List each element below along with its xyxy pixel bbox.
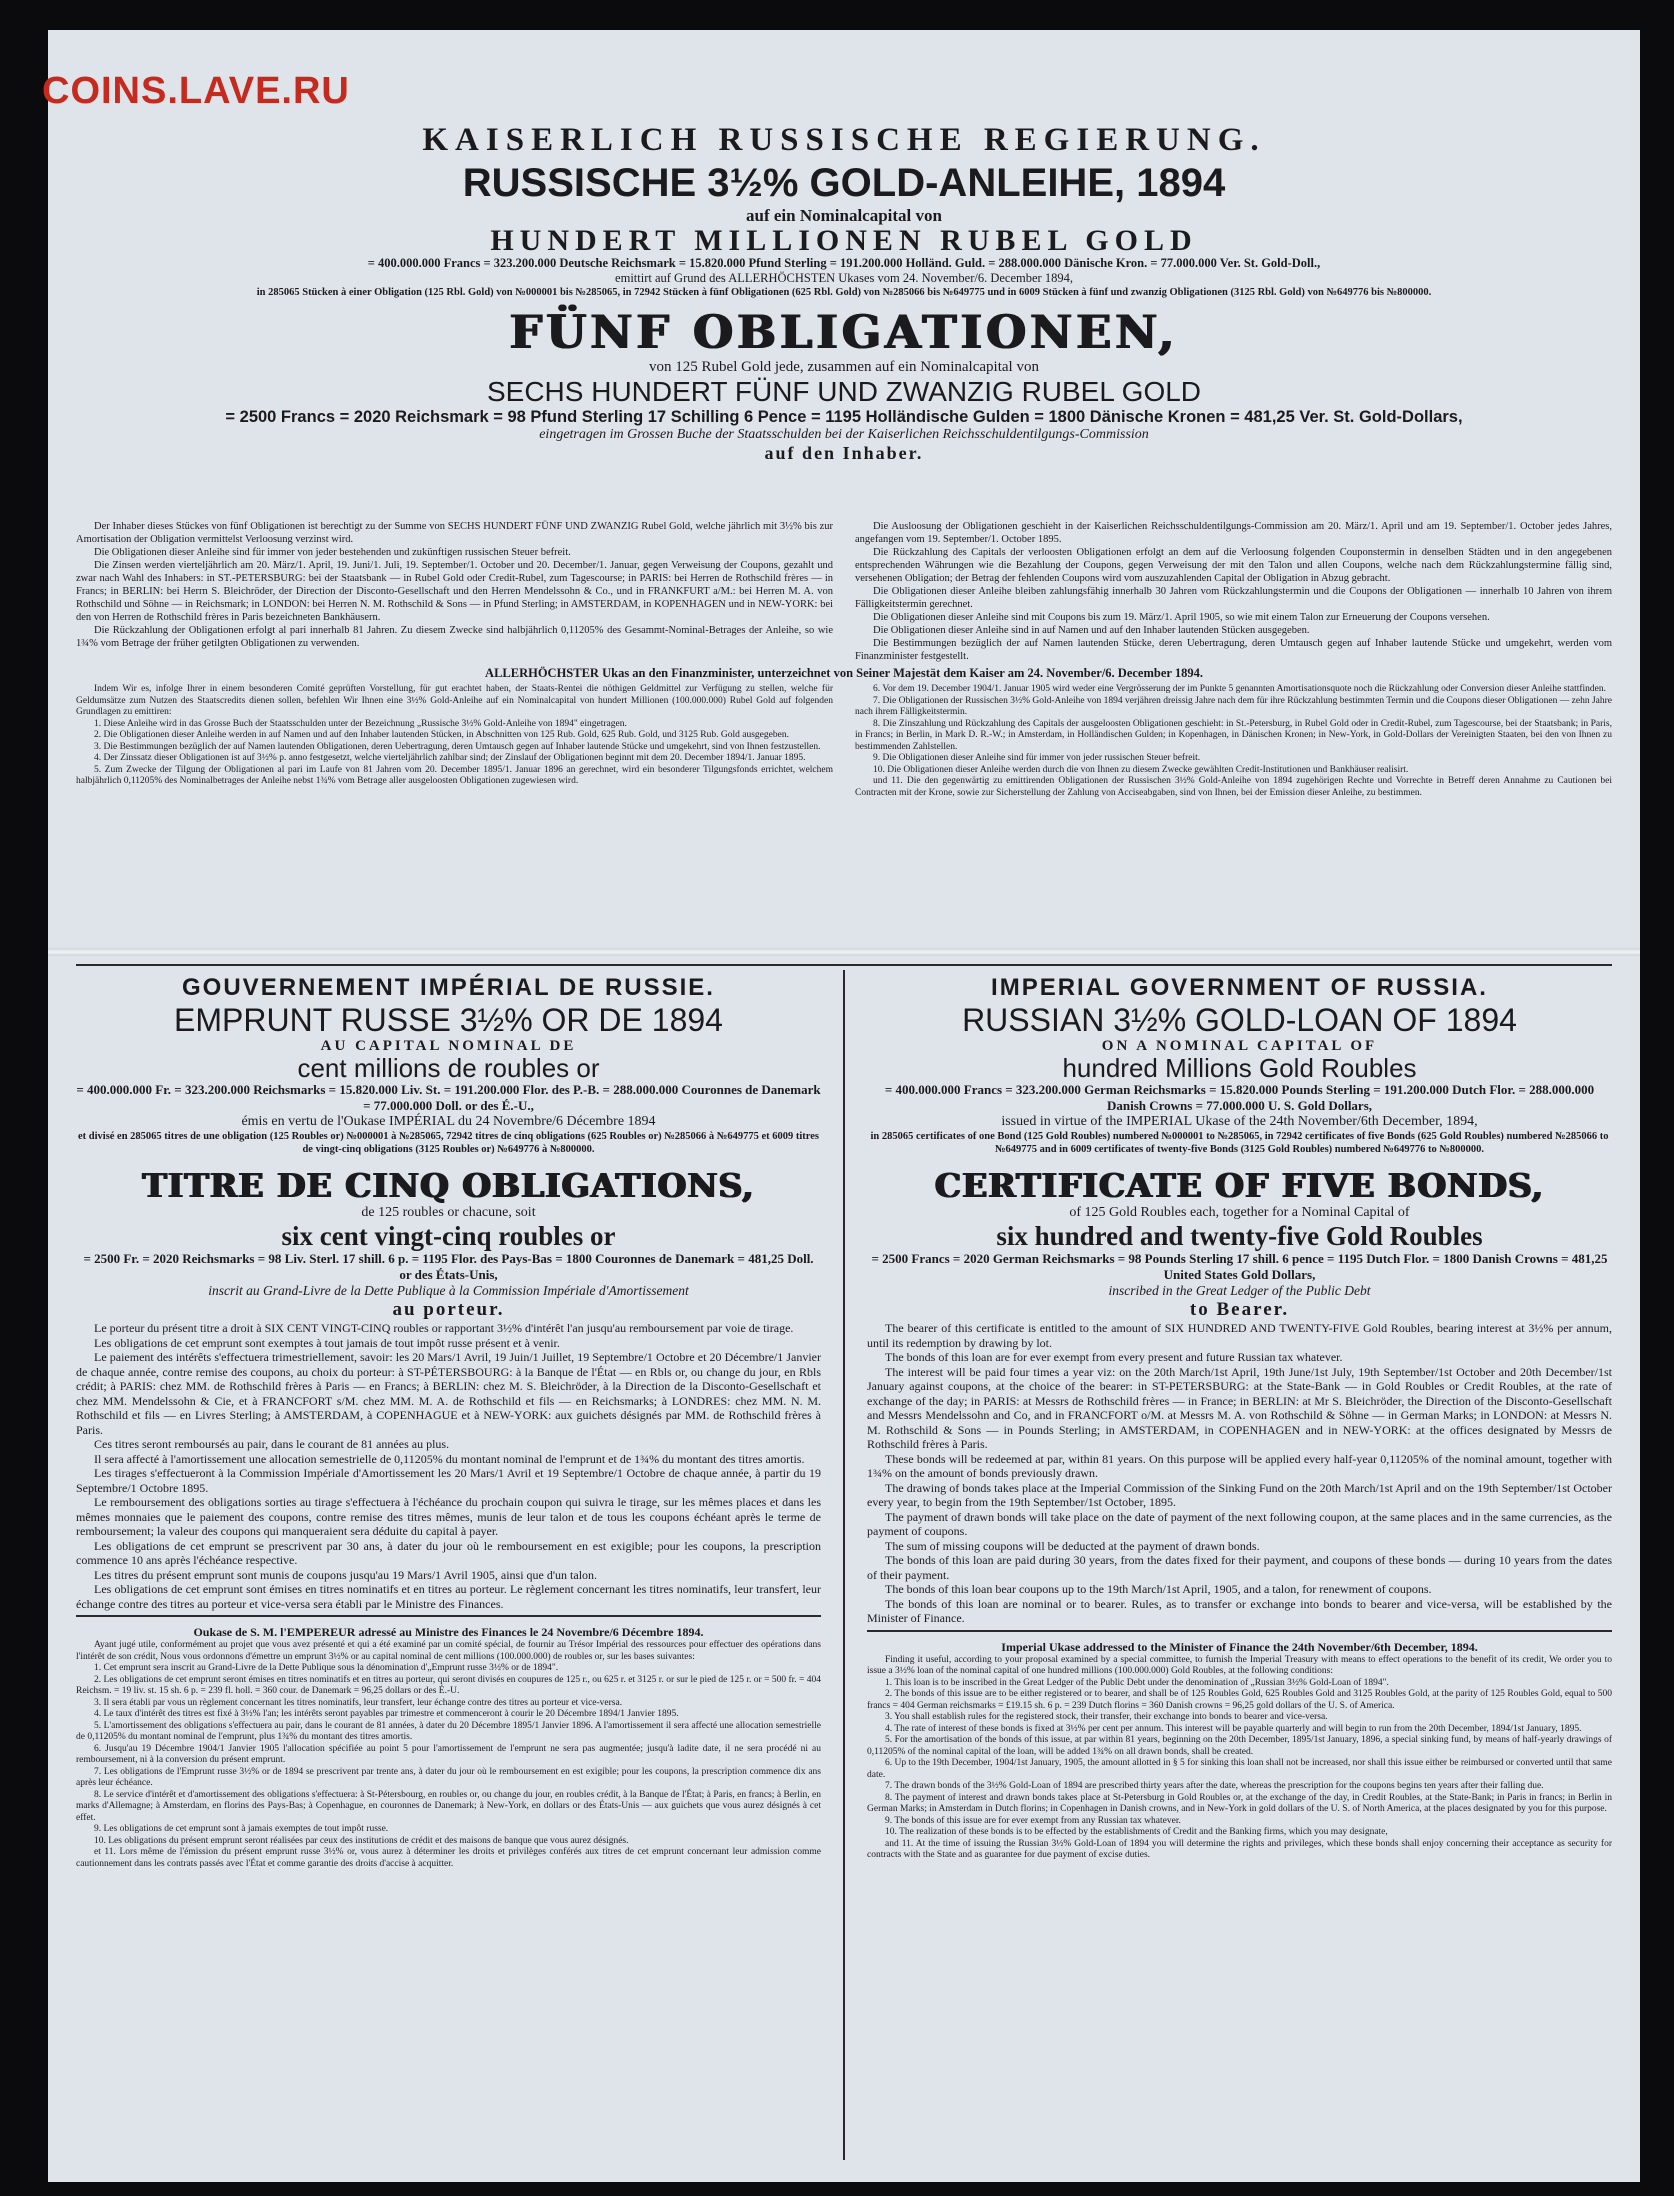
german-term: Die Obligationen dieser Anleihe sind mit Coupons bis zum 19. März/1. April 1905, so wie mit einem Talon zur Erneuerung der Coupons versehen.	[873, 612, 1490, 623]
french-ukase-line: émis en vertu de l'Oukase IMPÉRIAL du 24 Novembre/6 Décembre 1894	[241, 1114, 656, 1129]
french-divider	[76, 1615, 821, 1617]
paper-fold	[48, 948, 1640, 956]
german-ukase-clause: 7. Die Obligationen der Russischen 3½% Gold-Anleihe von 1894 verjähren dreissig Jahre nach dem für ihre Rückzahlung bestimmten Termin und die Coupons dieser Obligationen — zehn Jahre nach ihrem Fälligkeitstermin.	[855, 695, 1612, 717]
english-ukase-clause: and 11. At the time of issuing the Russian 3½% Gold-Loan of 1894 you will determine the rights and privileges, which these bonds shall enjoy concerning their acceptance as security for contracts with the State and as guarantee for due payment of excise duties.	[867, 1838, 1612, 1860]
french-column	[76, 970, 821, 2160]
french-capital-amount: cent millions de roubles or	[297, 1053, 600, 1083]
english-nominal-amount: six hundred and twenty-five Gold Roubles	[996, 1221, 1483, 1251]
german-terms-section	[76, 520, 1612, 930]
french-ukase-clause: 9. Les obligations de cet emprunt sont à jamais exemptes de tout impôt russe.	[94, 1824, 389, 1834]
english-capital-intro: ON A NOMINAL CAPITAL OF	[1101, 1038, 1378, 1054]
column-divider	[843, 970, 845, 2160]
german-term: Die Rückzahlung des Capitals der verloosten Obligationen erfolgt an dem auf die Verloosung folgenden Couponstermin in denselben Städten und in den angegebenen entsprechenden Währungen wie die Bezahlung der Coupons, gegen Verweisung der mit den Talon und allen Coupons, welche nach dem Rückzahlungstermine fällig sind, versehenen Obligation; der Betrag der fehlenden Coupons wird vom auszuzahlenden Capital der Obligation in Abzug gebracht.	[855, 547, 1612, 584]
english-term: The payment of drawn bonds will take place on the date of payment of the next following coupon, at the same places and in the same currencies, as the payment of coupons.	[867, 1509, 1612, 1538]
french-ukase-clause: 4. Le taux d'intérêt des titres est fixé à 3½% l'an; les intérêts seront payables par trimestre et commenceront à courir le 20 Décembre 1894/1 Janvier 1895.	[94, 1709, 679, 1719]
french-denominations: et divisé en 285065 titres de une obligation (125 Roubles or) №000001 à №285065, 72942 titres de cinq obligations (625 Roubles or) №285066 à №649775 et 6009 titres de vingt-cinq obligations (3125 Roubles or) №649776 à №800000.	[77, 1131, 820, 1155]
english-term: The bonds of this loan bear coupons up to the 19th March/1st April, 1905, and a talon, for renewment of coupons.	[885, 1582, 1432, 1596]
french-ukase-clause: 2. Les obligations de cet emprunt seront émises en titres nominatifs et en titres au porteur, qui seront divisés en coupures de 125 r., ou 625 r. et 3125 r. or sur le pied de 125 r. or = 500 fr. = 404 Reichsm. = 19 liv. st. 15 sh. 6 p. = 239 fl. holl. = 360 cour. de Danemark = 96,25 dollars or des É.-U.	[76, 1674, 821, 1696]
french-currency-equivalents: = 400.000.000 Fr. = 323.200.000 Reichsmarks = 15.820.000 Liv. St. = 191.200.000 Flor. des P.-B. = 288.000.000 Couronnes de Danemark = 77.000.000 Doll. or des É.-U.,	[76, 1082, 821, 1113]
english-capital-amount: hundred Millions Gold Roubles	[1062, 1053, 1417, 1083]
german-ukase-clause: 5. Zum Zwecke der Tilgung der Obligationen al pari im Laufe von 81 Jahren vom 20. December 1895/1. Januar 1896 an gerechnet, wird ein besonderer Tilgungsfonds errichtet, welchem halbjährlich 0,11205% des Nominalbetrages der Anleihe nebst 1¾% vom Betrage aller ausgeloosten Obligationen zugewiesen wird.	[76, 764, 833, 786]
french-loan-title: EMPRUNT RUSSE 3½% OR DE 1894	[174, 1002, 723, 1038]
french-capital-intro: AU CAPITAL NOMINAL DE	[320, 1038, 577, 1054]
french-term: Les tirages s'effectueront à la Commission Impériale d'Amortissement les 20 Mars/1 Avril et 19 Septembre/1 Octobre de chaque année, à partir du 19 Septembre/1 Octobre 1895.	[76, 1466, 821, 1495]
french-term: Les obligations de cet emprunt se prescrivent par 30 ans, à dater du jour où le remboursement en est exigible; pour les coupons, la prescription commence 10 ans après l'échéance respective.	[76, 1538, 821, 1567]
french-bearer-line: au porteur.	[392, 1299, 505, 1320]
french-term: Ces titres seront remboursés au pair, dans le courant de 81 années au plus.	[94, 1437, 450, 1451]
french-ukase-clause: et 11. Lors même de l'émission du présent emprunt russe 3½% or, vous aurez à déterminer les droits et privilèges conférés aux titres de cet emprunt concernant leur admission comme cautionnement dans les contrats passés avec l'État et comme garantie des droits d'accise à acquitter.	[76, 1847, 821, 1869]
french-ukase-clause: Ayant jugé utile, conformément au projet que vous avez présenté et qui a été examiné par un comité spécial, de fournir au Trésor Impérial des ressources pour effectuer des opérations dans l'intérêt de son crédit, Nous vous ordonnons d'émettre un emprunt 3½% or au capital nominal de cent millions (100.000.000) de roubles or, sur les bases suivantes:	[76, 1640, 821, 1662]
bond-title: FÜNF OBLIGATIONEN,	[509, 305, 1179, 359]
bond-nominal-amount: SECHS HUNDERT FÜNF UND ZWANZIG RUBEL GOLD	[486, 376, 1202, 407]
english-term: The bonds of this loan are for ever exempt from every present and future Russian tax whatever.	[885, 1350, 1343, 1364]
english-loan-title: RUSSIAN 3½% GOLD-LOAN OF 1894	[962, 1002, 1517, 1038]
german-terms-right	[855, 520, 1612, 663]
bilingual-section	[76, 960, 1612, 2170]
header-ukase-line: emittirt auf Grund des ALLERHÖCHSTEN Ukases vom 24. November/6. December 1894,	[615, 271, 1073, 285]
german-ukase-clause: und 11. Die den gegenwärtig zu emittirenden Obligationen der Russischen 3½% Gold-Anleihe von 1894 zugehörigen Rechte und Vorrechte in Betreff deren Annahme zu Cautionen bei Contracten mit der Krone, sowie zur Sicherstellung der Zahlung von Acciseabgaben, sind von Ihnen, bei der Emission dieser Anleihe, zu bestimmen.	[855, 776, 1612, 798]
english-government: IMPERIAL GOVERNMENT OF RUSSIA.	[991, 974, 1488, 1001]
german-term: Die Obligationen dieser Anleihe sind in auf Namen und auf den Inhaber lautenden Stücken ausgegeben.	[873, 625, 1310, 636]
bond-bearer-line: auf den Inhaber.	[764, 443, 924, 463]
english-denominations: in 285065 certificates of one Bond (125 Gold Roubles) numbered №000001 to №285065, in 72942 certificates of five Bonds (625 Gold Roubles) numbered №285066 to №649775 and in 6009 certificates of twenty-five Bonds (3125 Gold Roubles) numbered №649776 to №800000.	[870, 1131, 1609, 1155]
german-ukase-clause: 6. Vor dem 19. December 1904/1. Januar 1905 wird weder eine Vergrösserung der im Punkte 5 genannten Amortisationsquote noch die Rückzahlung oder Conversion dieser Anleihe stattfinden.	[873, 684, 1607, 694]
french-ukase-clause: 8. Le service d'intérêt et d'amortissement des obligations s'effectuera: à St-Pétersbourg, en roubles or, ou change du jour, en roubles crédit, à la Banque de l'État; à Paris, en francs; à Berlin, en marks d'Allemagne; à Amsterdam, en florins des Pays-Bas; à Copenhague, en couronnes de Danemark; à New-York, en dollars or des États-Unis — aux guichets que vous aurez désignés à cet effet.	[76, 1789, 821, 1823]
english-term: The bonds of this loan are paid during 30 years, from the dates fixed for their payment, and coupons of these bonds — during 10 years from the dates of their payment.	[867, 1553, 1612, 1582]
french-government: GOUVERNEMENT IMPÉRIAL DE RUSSIE.	[182, 974, 715, 1001]
english-term: The bonds of this loan are nominal or to bearer. Rules, as to transfer or exchange into bonds to bearer and vice-versa, will be established by the Minister of Finance.	[867, 1596, 1612, 1625]
english-ukase-title: Imperial Ukase addressed to the Minister of Finance the 24th November/6th December, 1894.	[1001, 1639, 1478, 1654]
german-terms-left	[76, 520, 833, 663]
english-ledger-line: inscribed in the Great Ledger of the Public Debt	[1108, 1283, 1371, 1298]
english-ukase	[867, 1655, 1612, 1862]
german-term: Die Zinsen werden vierteljährlich am 20. März/1. April, 19. Juni/1. Juli, 19. September/1. October und 20. December/1. Januar, gegen Verweisung der Coupons, gezahlt und zwar nach Wahl des Inhabers: in ST.-PETERSBURG: bei der Staatsbank — in Rubel Gold oder Credit-Rubel, zum Tagescourse; in PARIS: bei Herren de Rothschild frères — in Francs; in BERLIN: bei Herrn S. Bleichröder, der Direction der Disconto-Gesellschaft und den Herren Mendelssohn & Co., und in FRANKFURT a/M.: bei Herren M. A. von Rothschild und Söhne — in Reichsmark; in LONDON: bei Herren N. M. Rothschild & Sons — in Pfund Sterling; in AMSTERDAM, in KOPENHAGEN und in NEW-YORK: bei den von Herren de Rothschild frères in Paris bezeichneten Bankhäusern.	[76, 560, 833, 623]
french-term: Il sera affecté à l'amortissement une allocation semestrielle de 0,11205% du montant nominal de l'emprunt et de 1¾% du montant des titres amortis.	[94, 1451, 805, 1466]
french-term: Le paiement des intérêts s'effectuera trimestriellement, savoir: les 20 Mars/1 Avril, 19 Juin/1 Juillet, 19 Septembre/1 Octobre et 20 Décembre/1 Janvier de chaque année, contre remise des coupons, au choix du porteur: à ST-PÉTERSBOURG: à la Banque de l'État — en Rbls or, ou change du jour, en Rbls crédit; à PARIS: chez MM. de Rothschild frères à Paris — en Francs; à BERLIN: chez M. S. Bleichröder, à la Direction de la Disconto-Gesellschaft et chez MM. Mendelssohn & Cie, et à FRANCFORT s/M. chez MM. M. A. de Rothschild et fils — en Reichsmarks; à LONDRES: chez MM. N. M. Rothschild et fils — en Livres Sterling; à AMSTERDAM, à COPENHAGUE et à NEW-YORK: aux guichets désignés par MM. de Rothschild frères à Paris.	[76, 1350, 821, 1437]
french-term: Le remboursement des obligations sorties au tirage s'effectuera à l'échéance du prochain coupon qui suivra le tirage, sur les mêmes places et dans les mêmes monnaies que le paiement des coupons, contre remise des titres mêmes, munis de leur talon et de tous les coupons échéant après le terme de remboursement; la valeur des coupons qui manqueraient sera déduite du capital à payer.	[76, 1495, 821, 1538]
english-term: These bonds will be redeemed at par, within 81 years. On this purpose will be applied every half-year 0,11205% of the nominal amount, together with 1¾% on the amount of bonds previously drawn.	[867, 1451, 1612, 1480]
french-ledger-line: inscrit au Grand-Livre de la Dette Publique à la Commission Impériale d'Amortissement	[208, 1283, 689, 1298]
english-term: The bearer of this certificate is entitled to the amount of SIX HUNDRED AND TWENTY-FIVE Gold Roubles, bearing interest at 3½% per annum, until its redemption by drawing by lot.	[867, 1321, 1612, 1350]
german-ukase-clause: 3. Die Bestimmungen bezüglich der auf Namen lautenden Obligationen, deren Uebertragung, deren Umtausch gegen auf Inhaber lautende Stücke und umgekehrt, sind von Ihnen festzustellen.	[94, 741, 821, 752]
german-ukase-clause: 8. Die Zinszahlung und Rückzahlung des Capitals der ausgeloosten Obligationen geschieht: in St.-Petersburg, in Rubel Gold oder in Credit-Rubel, zum Tagescourse, bei der Staatsbank; in Paris, in Francs; in Berlin, in Mark D. R.-W.; in Amsterdam, in Holländischen Gulden; in Kopenhagen, in Dänischen Kronen; in New-York, in Gold-Dollars der Vereinigten Staaten, bei den von Ihnen zu bestimmenden Zahlstellen.	[855, 718, 1612, 752]
english-ukase-clause: 10. The realization of these bonds is to be effected by the establishments of Credit and the Banking firms, which you may designate,	[885, 1827, 1388, 1837]
french-nominal-intro: de 125 roubles or chacune, soit	[361, 1205, 536, 1220]
english-ukase-clause: 2. The bonds of this issue are to be either registered or to bearer, and shall be of 125 Roubles Gold, 625 Roubles Gold and 3125 Roubles Gold, at the parity of 125 Roubles Gold, equal to 500 francs = 404 German reichsmarks = £19.15 sh. 6 p. = 239 Dutch florins = 360 Danish crowns = 96,25 gold dollars of the U. S. of America.	[867, 1689, 1612, 1711]
german-term: Die Bestimmungen bezüglich der auf Namen lautenden Stücke, deren Uebertragung, deren Umtausch gegen auf Inhaber lautende Stücke und umgekehrt, werden vom Finanzminister festgestellt.	[855, 638, 1612, 662]
french-ukase-clause: 7. Les obligations de l'Emprunt russe 3½% or de 1894 se prescrivent par trente ans, à dater du jour où le remboursement en est exigible; pour les coupons, la prescription commence dix ans après leur échéance.	[76, 1766, 821, 1788]
english-term: The sum of missing coupons will be deducted at the payment of drawn bonds.	[885, 1538, 1260, 1553]
german-ukase-left	[76, 684, 833, 799]
french-ukase-clause: 5. L'amortissement des obligations s'effectuera au pair, dans le courant de 81 années, à dater du 20 Décembre 1895/1 Janvier 1896. A l'amortissement il sera affecté une allocation semestrielle de 0,11205% du montant nominal de l'emprunt, plus 1¾% du montant des titres amortis.	[76, 1720, 821, 1742]
bond-ledger-line: eingetragen im Grossen Buche der Staatsschulden bei der Kaiserlichen Reichsschuldentilgungs-Commission	[539, 427, 1149, 442]
english-ukase-clause: 8. The payment of interest and drawn bonds takes place at St-Petersburg in Gold Roubles or, at the exchange of the day, in Credit Roubles, at the State-Bank; in Paris in francs; in Berlin in German Marks; in Amsterdam in Dutch florins; in Copenhagen in Danish crowns, and in New-York in gold dollars of the U. S. of North America, at the places designated by you for this purpose.	[867, 1792, 1612, 1814]
german-term: Die Obligationen dieser Anleihe bleiben zahlungsfähig innerhalb 30 Jahren vom Rückzahlungstermin und die Coupons der Obligationen — innerhalb 10 Jahren von ihrem Fälligkeitstermin gerechnet.	[855, 586, 1612, 610]
french-bond-title: TITRE DE CINQ OBLIGATIONS,	[142, 1166, 755, 1205]
english-bond-title: CERTIFICATE OF FIVE BONDS,	[934, 1166, 1545, 1205]
french-ukase-clause: 6. Jusqu'au 19 Décembre 1904/1 Janvier 1905 l'allocation spécifiée au point 5 pour l'amortissement de l'emprunt ne sera pas augmentée; jusqu'à ladite date, il ne sera procédé ni au remboursement, ni à la conversion du présent emprunt.	[76, 1743, 821, 1765]
header-capital-amount: HUNDERT MILLIONEN RUBEL GOLD	[490, 224, 1198, 257]
german-ukase-clause: 10. Die Obligationen dieser Anleihe werden durch die von Ihnen zu diesem Zwecke gewählten Credit-Institutionen und Bankhäuser realisirt.	[873, 764, 1409, 775]
english-term: The drawing of bonds takes place at the Imperial Commission of the Sinking Fund on the 20th March/1st April and on the 19th September/1st October every year, to begin from the 19th September/1st October, 1895.	[867, 1480, 1612, 1509]
german-term: Die Ausloosung der Obligationen geschieht in der Kaiserlichen Reichsschuldentilgungs-Commission am 20. März/1. April und am 19. September/1. October jedes Jahres, angefangen vom 19. September/1. October 1895.	[855, 521, 1612, 545]
english-ukase-clause: 3. You shall establish rules for the registered stock, their transfer, their exchange into bonds to bearer and vice-versa.	[885, 1712, 1328, 1722]
german-term: Die Rückzahlung der Obligationen erfolgt al pari innerhalb 81 Jahren. Zu diesem Zwecke sind halbjährlich 0,11205% des Gesammt-Nominal-Betrages der Anleihe, so wie 1¾% vom Betrage der früher getilgten Obligationen zu verwenden.	[76, 625, 833, 649]
german-ukase-title: ALLERHÖCHSTER Ukas an den Finanzminister, unterzeichnet von Seiner Majestät dem Kaiser am 24. November/6. December 1894.	[485, 666, 1203, 680]
english-ukase-clause: 4. The rate of interest of these bonds is fixed at 3½% per cent per annum. This interest will be payable quarterly and will begin to run from the 20th December, 1894/1st January, 1895.	[885, 1723, 1582, 1734]
german-ukase-clause: 2. Die Obligationen dieser Anleihe werden in auf Namen und auf den Inhaber lautenden Stücken, in Abschnitten von 125 Rub. Gold, 625 Rub. Gold, und 3125 Rub. Gold ausgegeben.	[94, 730, 789, 740]
french-term: Les titres du présent emprunt sont munis de coupons jusqu'au 19 Mars/1 Avril 1905, ainsi que d'un talon.	[94, 1567, 598, 1582]
english-currency-equivalents: = 400.000.000 Francs = 323.200.000 German Reichsmarks = 15.820.000 Pounds Sterling = 191.200.000 Dutch Flor. = 288.000.000 Danish Crowns = 77.000.000 U. S. Gold Dollars,	[884, 1082, 1595, 1113]
german-ukase-clause: 4. Der Zinssatz dieser Obligationen ist auf 3½% p. anno festgesetzt, welche vierteljährlich zahlbar sind; der Zinslauf der Obligationen beginnt mit dem 20. December 1894/1. Januar 1895.	[94, 753, 806, 763]
english-ukase-clause: Finding it useful, according to your proposal examined by a special committee, to furnish the Imperial Treasury with means to effect operations to the benefit of its credit, We order you to issue a 3½% loan of the nominal capital of one hundred millions (100.000.000) Gold Roubles, at the following conditions:	[867, 1654, 1612, 1676]
french-currency-total: = 2500 Fr. = 2020 Reichsmarks = 98 Liv. Sterl. 17 shill. 6 p. = 1195 Flor. des Pays-Bas = 1800 Couronnes de Danemark = 481,25 Doll. or des États-Unis,	[83, 1251, 814, 1282]
header-denominations: in 285065 Stücken à einer Obligation (125 Rbl. Gold) von №000001 bis №285065, in 72942 Stücken à fünf Obligationen (625 Rbl. Gold) von №285066 bis №649775 und in 6009 Stücken à fünf und zwanzig Obligationen (3125 Rbl. Gold) von №649776 bis №800000.	[256, 287, 1432, 298]
english-ukase-clause: 1. This loan is to be inscribed in the Great Ledger of the Public Debt under the denomination of „Russian 3½% Gold-Loan of 1894".	[885, 1677, 1389, 1688]
english-ukase-clause: 9. The bonds of this issue are for ever exempt from any Russian tax whatever.	[885, 1815, 1181, 1826]
bond-currency-equivalents: = 2500 Francs = 2020 Reichsmark = 98 Pfund Sterling 17 Schilling 6 Pence = 1195 Holländische Gulden = 1800 Dänische Kronen = 481,25 Ver. St. Gold-Dollars,	[225, 408, 1463, 426]
english-currency-total: = 2500 Francs = 2020 German Reichsmarks = 98 Pounds Sterling 17 shill. 6 pence = 1195 Dutch Flor. = 1800 Danish Crowns = 481,25 United States Gold Dollars,	[871, 1251, 1608, 1282]
german-term: Der Inhaber dieses Stückes von fünf Obligationen ist berechtigt zu der Summe von SECHS HUNDERT FÜNF UND ZWANZIG Rubel Gold, welche jährlich mit 3½% bis zur Amortisation der Obligation vermittelst Verloosung verzinst wird.	[76, 521, 833, 545]
english-ukase-clause: 6. Up to the 19th December, 1904/1st January, 1905, the amount allotted in § 5 for sinking this loan shall not be increased, nor shall this issue either be reimbursed or converted until that same date.	[867, 1758, 1612, 1780]
bond-document	[48, 30, 1640, 2182]
french-nominal-amount: six cent vingt-cinq roubles or	[281, 1221, 616, 1251]
english-bearer-line: to Bearer.	[1189, 1299, 1290, 1320]
header-capital-intro: auf ein Nominalcapital von	[746, 206, 942, 225]
french-ukase-clause: 3. Il sera établi par vous un règlement concernant les titres nominatifs, leur transfert, leur échange contre des titres au porteur et vice-versa.	[94, 1697, 623, 1708]
english-divider	[867, 1630, 1612, 1632]
french-ukase-clause: 1. Cet emprunt sera inscrit au Grand-Livre de la Dette Publique sous la dénomination d'„Emprunt russe 3½% or de 1894".	[94, 1663, 559, 1673]
english-ukase-clause: 5. For the amortisation of the bonds of this issue, at par within 81 years, beginning on the 20th December, 1895/1st January, 1896, a special sinking fund, by means of half-yearly drawings of 0,11205% of the nominal capital of the loan, will be added 1¾% on all drawn bonds, shall be created.	[867, 1735, 1612, 1757]
english-ukase-line: issued in virtue of the IMPERIAL Ukase of the 24th November/6th December, 1894,	[1001, 1114, 1478, 1129]
header-loan-title: RUSSISCHE 3½% GOLD-ANLEIHE, 1894	[462, 161, 1226, 205]
french-ukase	[76, 1640, 821, 1870]
french-ukase-title: Oukase de S. M. l'EMPEREUR adressé au Ministre des Finances le 24 Novembre/6 Décembre 1894.	[193, 1625, 704, 1639]
french-ukase-clause: 10. Les obligations du présent emprunt seront réalisées par ceux des institutions de crédit et des maisons de banque que vous aurez désignés.	[94, 1835, 629, 1846]
header-currency-equivalents: = 400.000.000 Francs = 323.200.000 Deutsche Reichsmark = 15.820.000 Pfund Sterling = 191.200.000 Holländ. Guld. = 288.000.000 Dänische Kron. = 77.000.000 Ver. St. Gold-Doll.,	[367, 256, 1321, 270]
english-nominal-intro: of 125 Gold Roubles each, together for a Nominal Capital of	[1069, 1205, 1410, 1220]
french-term: Les obligations de cet emprunt sont exemptes à tout jamais de tout impôt russe présent et à venir.	[94, 1335, 560, 1350]
german-ukase-clause: Indem Wir es, infolge Ihrer in einem besonderen Comité geprüften Vorstellung, für gut erachtet haben, der Staats-Rentei die nöthigen Geldmittel zur Verfügung zu stellen, welche für Geldumsätze zum Nutzen des Staatscredits dienen sollen, befehlen Wir Ihnen eine 3½% Gold-Anleihe auf ein Nominalcapital von hundert Millionen (100.000.000) Rubel Gold auf folgenden Grundlagen zu emittiren:	[76, 684, 833, 717]
french-term: Les obligations de cet emprunt sont émises en titres nominatifs et en titres au porteur. Le règlement concernant les titres nominatifs, leur transfert, leur échange contre des titres au porteur et vice-versa sera établi par le Ministre des Finances.	[76, 1582, 821, 1611]
french-terms	[76, 1321, 821, 1611]
section-divider	[76, 964, 1612, 966]
german-ukase-right	[855, 684, 1612, 799]
german-ukase-clause: 1. Diese Anleihe wird in das Grosse Buch der Staatsschulden unter der Bezeichnung „Russische 3½% Gold-Anleihe von 1894" eingetragen.	[94, 718, 627, 729]
english-term: The interest will be paid four times a year viz: on the 20th March/1st April, 19th June/1st July, 19th September/1st October and 20th December/1st January against coupons, at the choice of the bearer: in ST-PETERSBURG: at the State-Bank — in Gold Roubles or Credit Roubles, at the rate of exchange of the day; in PARIS: at Messrs de Rothschild frères — in France; in BERLIN: at Mr S. Bleichröder, the Direction of the Disconto-Gesellschaft and Messrs Mendelssohn and Co, and in FRANCFORT o/M. at Messrs M. A. von Rothschild & Söhne — in German Marks; in LONDON: at Messrs N. M. Rothschild & Sons — in Pounds Sterling; in AMSTERDAM, in COPENHAGEN and in NEW-YORK: at the offices designated by Messrs de Rothschild frères à Paris.	[867, 1364, 1612, 1451]
bond-nominal-intro: von 125 Rubel Gold jede, zusammen auf ein Nominalcapital von	[649, 359, 1039, 375]
watermark: COINS.LAVE.RU	[42, 70, 350, 112]
english-terms	[867, 1321, 1612, 1626]
french-term: Le porteur du présent titre a droit à SIX CENT VINGT-CINQ roubles or rapportant 3½% d'intérêt l'an jusqu'au remboursement par voie de tirage.	[94, 1321, 794, 1335]
german-ukase-clause: 9. Die Obligationen dieser Anleihe sind für immer von jeder russischen Steuer befreit.	[873, 753, 1201, 763]
header-government: KAISERLICH RUSSISCHE REGIERUNG.	[422, 122, 1266, 158]
english-column	[867, 970, 1612, 2160]
german-term: Die Obligationen dieser Anleihe sind für immer von jeder bestehenden und zukünftigen russischen Steuer befreit.	[94, 547, 571, 558]
english-ukase-clause: 7. The drawn bonds of the 3½% Gold-Loan of 1894 are prescribed thirty years after the date, whereas the prescription for the coupons begins ten years after their falling due.	[885, 1781, 1544, 1791]
